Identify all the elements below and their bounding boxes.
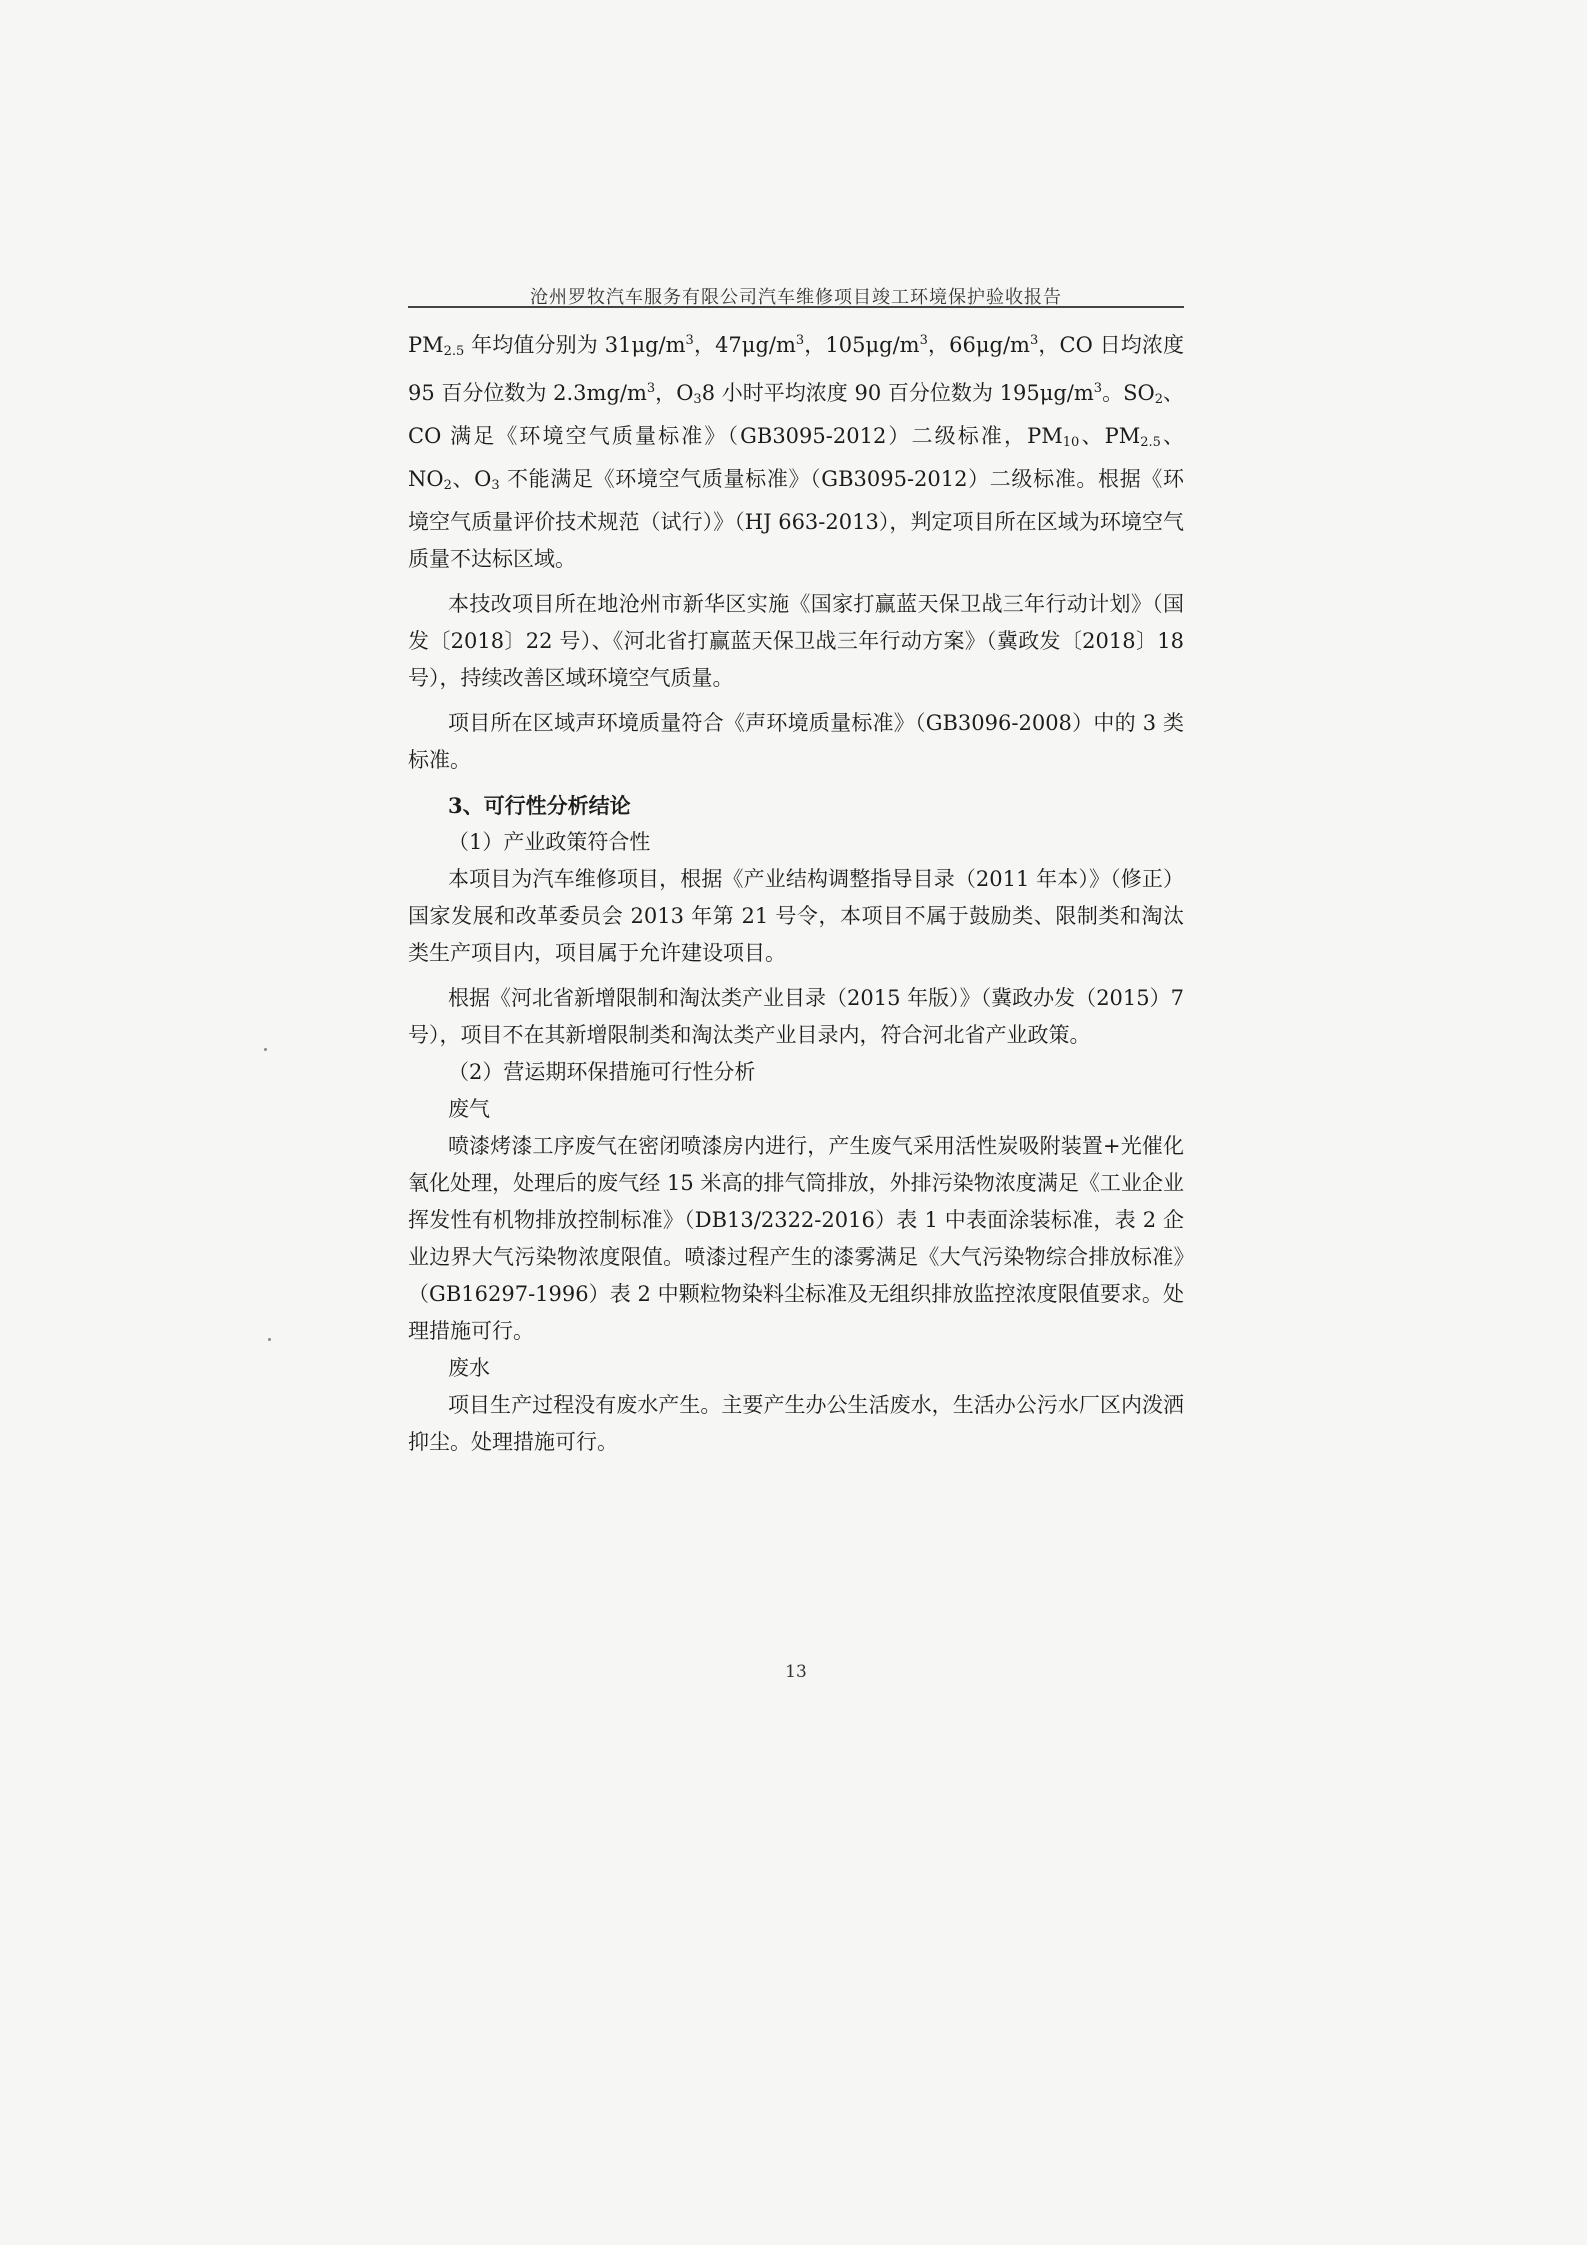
document-body (408, 322, 1184, 1461)
paragraph-policy-provincial: 根据《河北省新增限制和淘汰类产业目录（2015 年版）》（冀政办发（2015）7 号），项目不在其新增限制类和淘汰类产业目录内，符合河北省产业政策。 (408, 986, 1184, 1047)
page-header: 沧州罗牧汽车服务有限公司汽车维修项目竣工环境保护验收报告 (530, 287, 1062, 308)
label-waste-water: 废水 (448, 1356, 490, 1380)
label-waste-gas: 废气 (448, 1097, 490, 1121)
subsection-heading-measures: （2）营运期环保措施可行性分析 (448, 1060, 756, 1084)
paragraph-action-plan: 本技改项目所在地沧州市新华区实施《国家打赢蓝天保卫战三年行动计划》（国发〔2018〕22 号）、《河北省打赢蓝天保卫战三年行动方案》（冀政发〔2018〕18 号），持续改善区域环境空气质量。 (408, 592, 1184, 690)
paragraph-waste-water: 项目生产过程没有废水产生。主要产生办公生活废水，生活办公污水厂区内泼洒抑尘。处理措施可行。 (408, 1393, 1184, 1454)
page-number: 13 (785, 1662, 807, 1682)
paragraph-noise: 项目所在区域声环境质量符合《声环境质量标准》（GB3096-2008）中的 3 类标准。 (408, 711, 1184, 772)
paragraph-air-quality: $PM_{2.5}$ 年均值分别为 $31\mu g/m^3$，$47\mu g/m^3$，$105\mu g/m^3$，$66\mu g/m^3$，CO 日均浓度 95 百分位数为 $2.3mg/m^3$，$O_38$ 小时平均浓度 90 百分位数为 $195\mu g/m^3$。$SO_2$、CO 满足《环境空气质量标准》（GB3095-2012）二级标准，$PM_{10}$、$PM_{2.5}$、$NO_2$、$O_3$ 不能满足《环境空气质量标准》（GB3095-2012）二级标准。根据《环境空气质量评价技术规范（试行）》（HJ 663-2013），判定项目所在区域为环境空气质量不达标区域。 (408, 333, 1185, 571)
scan-speck (268, 1338, 271, 1341)
scan-speck (264, 1048, 267, 1051)
subsection-heading-policy: （1）产业政策符合性 (448, 830, 651, 854)
section-heading-feasibility: 3、可行性分析结论 (448, 793, 631, 818)
paragraph-waste-gas: 喷漆烤漆工序废气在密闭喷漆房内进行，产生废气采用活性炭吸附装置+光催化氧化处理，处理后的废气经 15 米高的排气筒排放，外排污染物浓度满足《工业企业挥发性有机物排放控制标准》（DB13/2322-2016）表 1 中表面涂装标准，表 2 企业边界大气污染物浓度限值。喷漆过程产生的漆雾满足《大气污染物综合排放标准》（GB16297-1996）表 2 中颗粒物染料尘标准及无组织排放监控浓度限值要求。处理措施可行。 (408, 1134, 1184, 1343)
header-rule (408, 306, 1184, 308)
paragraph-policy-national: 本项目为汽车维修项目，根据《产业结构调整指导目录（2011 年本）》（修正）国家发展和改革委员会 2013 年第 21 号令，本项目不属于鼓励类、限制类和淘汰类生产项目内，项目属于允许建设项目。 (408, 867, 1184, 965)
